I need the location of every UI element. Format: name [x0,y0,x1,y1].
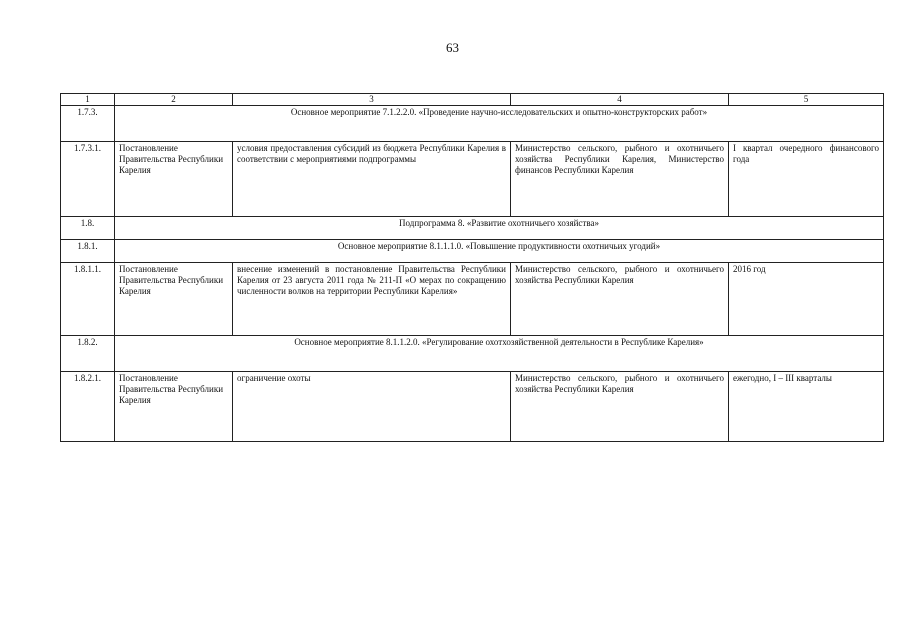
executor-cell: Министерство сельского, рыбного и охотничьего хозяйства Республики Карелия [511,372,729,442]
row-number: 1.8.1.1. [61,263,115,336]
column-number-5: 5 [729,94,884,106]
table-row-section [61,240,884,263]
term-cell: I квартал очередного финансового года [729,142,884,217]
table-row [61,263,884,336]
document-type-cell: Постановление Правительства Республики Карелия [115,372,233,442]
table-row [61,142,884,217]
row-number: 1.8. [61,217,115,240]
table-row-subprogram [61,217,884,240]
term-cell: ежегодно, I – III кварталы [729,372,884,442]
content-cell: условия предоставления субсидий из бюджета Республики Карелия в соответствии с мероприятиями подпрограммы [233,142,511,217]
column-number-3: 3 [233,94,511,106]
section-title: Основное мероприятие 8.1.1.1.0. «Повышение продуктивности охотничьих угодий» [115,240,884,263]
row-number: 1.8.2. [61,336,115,372]
column-number-1: 1 [61,94,115,106]
measures-table [60,93,884,442]
section-title: Основное мероприятие 7.1.2.2.0. «Проведение научно-исследовательских и опытно-конструкторских работ» [115,106,884,142]
document-type-cell: Постановление Правительства Республики Карелия [115,263,233,336]
document-type-cell: Постановление Правительства Республики Карелия [115,142,233,217]
table-row-section [61,336,884,372]
column-number-2: 2 [115,94,233,106]
executor-cell: Министерство сельского, рыбного и охотничьего хозяйства Республики Карелия, Министерство финансов Республики Карелия [511,142,729,217]
row-number: 1.7.3.1. [61,142,115,217]
column-number-4: 4 [511,94,729,106]
executor-cell: Министерство сельского, рыбного и охотничьего хозяйства Республики Карелия [511,263,729,336]
section-title: Основное мероприятие 8.1.1.2.0. «Регулирование охотхозяйственной деятельности в Республике Карелия» [115,336,884,372]
row-number: 1.8.2.1. [61,372,115,442]
page-number: 63 [446,40,459,55]
content-cell: ограничение охоты [233,372,511,442]
table-row-section [61,106,884,142]
table-header-row [61,94,884,106]
content-cell: внесение изменений в постановление Правительства Республики Карелия от 23 августа 2011 года № 211-П «О мерах по сокращению численности волков на территории Республики Карелия» [233,263,511,336]
subprogram-title: Подпрограмма 8. «Развитие охотничьего хозяйства» [115,217,884,240]
term-cell: 2016 год [729,263,884,336]
row-number: 1.7.3. [61,106,115,142]
row-number: 1.8.1. [61,240,115,263]
table-row [61,372,884,442]
